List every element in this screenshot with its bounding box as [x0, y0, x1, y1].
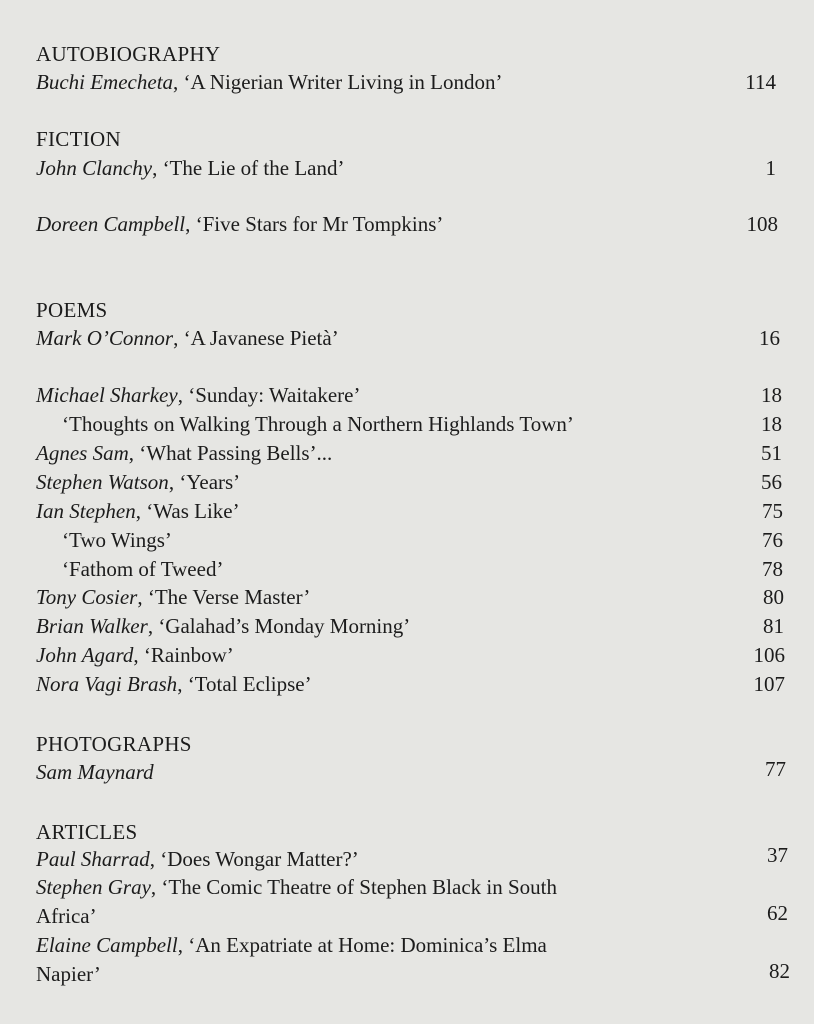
entry-title: , ‘Sunday: Waitakere’ — [177, 383, 361, 407]
entry-photographs-1 — [36, 759, 154, 785]
entry-title: , ‘Rainbow’ — [133, 643, 234, 667]
entry-poem-6 — [36, 498, 240, 524]
entry-title: , ‘Was Like’ — [135, 499, 240, 523]
entry-title: , ‘Does Wongar Matter?’ — [149, 847, 359, 871]
page-number: 37 — [767, 843, 788, 867]
entry-title: , ‘Galahad’s Monday Morning’ — [147, 614, 411, 638]
page-number: 51 — [761, 441, 782, 465]
entry-poem-8 — [62, 556, 223, 582]
entry-title: , ‘What Passing Bells’... — [128, 441, 333, 465]
entry-poem-11 — [36, 642, 234, 668]
page-number: 56 — [761, 470, 782, 494]
entry-article-3 — [36, 932, 547, 958]
entry-author: Nora Vagi Brash — [36, 672, 178, 696]
section-heading-articles: ARTICLES — [36, 820, 138, 844]
entry-author: Michael Sharkey — [36, 383, 178, 407]
entry-title: , ‘The Lie of the Land’ — [152, 156, 345, 180]
page-number: 82 — [769, 959, 790, 983]
entry-poem-12 — [36, 671, 312, 697]
page-number: 75 — [762, 499, 783, 523]
entry-author: Stephen Watson — [36, 470, 169, 494]
entry-poem-4 — [36, 440, 332, 466]
entry-title: , ‘Years’ — [168, 470, 241, 494]
page-number: 81 — [763, 614, 784, 638]
page-number: 114 — [745, 70, 776, 94]
entry-title: , ‘The Comic Theatre of Stephen Black in South — [150, 875, 557, 899]
entry-article-3-continued: Napier’ — [36, 962, 101, 986]
page-number: 106 — [753, 643, 785, 667]
entry-title: ‘Fathom of Tweed’ — [62, 557, 224, 581]
entry-poem-5 — [36, 469, 240, 495]
entry-author: Brian Walker — [36, 614, 148, 638]
page-number: 18 — [761, 383, 782, 407]
entry-author: Stephen Gray — [36, 875, 151, 899]
entry-title: , ‘Five Stars for Mr Tompkins’ — [185, 212, 444, 236]
page-number: 16 — [759, 326, 780, 350]
page-number: 108 — [746, 212, 778, 236]
page-number: 107 — [753, 672, 785, 696]
section-heading-autobiography: AUTOBIOGRAPHY — [36, 42, 221, 66]
entry-autobiography-1 — [36, 69, 502, 95]
entry-title: , ‘A Javanese Pietà’ — [173, 326, 339, 350]
entry-title: ‘Thoughts on Walking Through a Northern Highlands Town’ — [62, 412, 574, 436]
page-number: 80 — [763, 585, 784, 609]
page-number: 78 — [762, 557, 783, 581]
entry-author: John Clanchy — [36, 156, 153, 180]
entry-author: Doreen Campbell — [36, 212, 186, 236]
page-number: 1 — [765, 156, 776, 180]
entry-author: Buchi Emecheta — [36, 70, 174, 94]
entry-poem-9 — [36, 584, 310, 610]
entry-author: Tony Cosier — [36, 585, 138, 609]
entry-fiction-2 — [36, 211, 443, 237]
entry-title: ‘Two Wings’ — [62, 528, 172, 552]
entry-title: , ‘An Expatriate at Home: Dominica’s Elma — [177, 933, 547, 957]
page-number: 18 — [761, 412, 782, 436]
entry-article-2-continued: Africa’ — [36, 904, 97, 928]
entry-author: Ian Stephen — [36, 499, 136, 523]
entry-title: , ‘Total Eclipse’ — [177, 672, 312, 696]
section-heading-photographs: PHOTOGRAPHS — [36, 732, 192, 756]
entry-title: , ‘The Verse Master’ — [137, 585, 311, 609]
entry-author: Paul Sharrad — [36, 847, 150, 871]
entry-author: Sam Maynard — [36, 760, 154, 784]
entry-poem-2 — [36, 382, 360, 408]
entry-poem-10 — [36, 613, 410, 639]
entry-title: , ‘A Nigerian Writer Living in London’ — [173, 70, 503, 94]
page-number: 76 — [762, 528, 783, 552]
entry-fiction-1 — [36, 155, 344, 181]
entry-author: Agnes Sam — [36, 441, 129, 465]
entry-author: Elaine Campbell — [36, 933, 178, 957]
page-number: 77 — [765, 757, 786, 781]
entry-poem-3 — [62, 411, 574, 437]
entry-author: John Agard — [36, 643, 134, 667]
entry-author: Mark O’Connor — [36, 326, 174, 350]
entry-article-2 — [36, 874, 557, 900]
entry-poem-1 — [36, 325, 339, 351]
entry-poem-7 — [62, 527, 172, 553]
entry-article-1 — [36, 846, 359, 872]
section-heading-fiction: FICTION — [36, 127, 121, 151]
section-heading-poems: POEMS — [36, 298, 108, 322]
page-number: 62 — [767, 901, 788, 925]
